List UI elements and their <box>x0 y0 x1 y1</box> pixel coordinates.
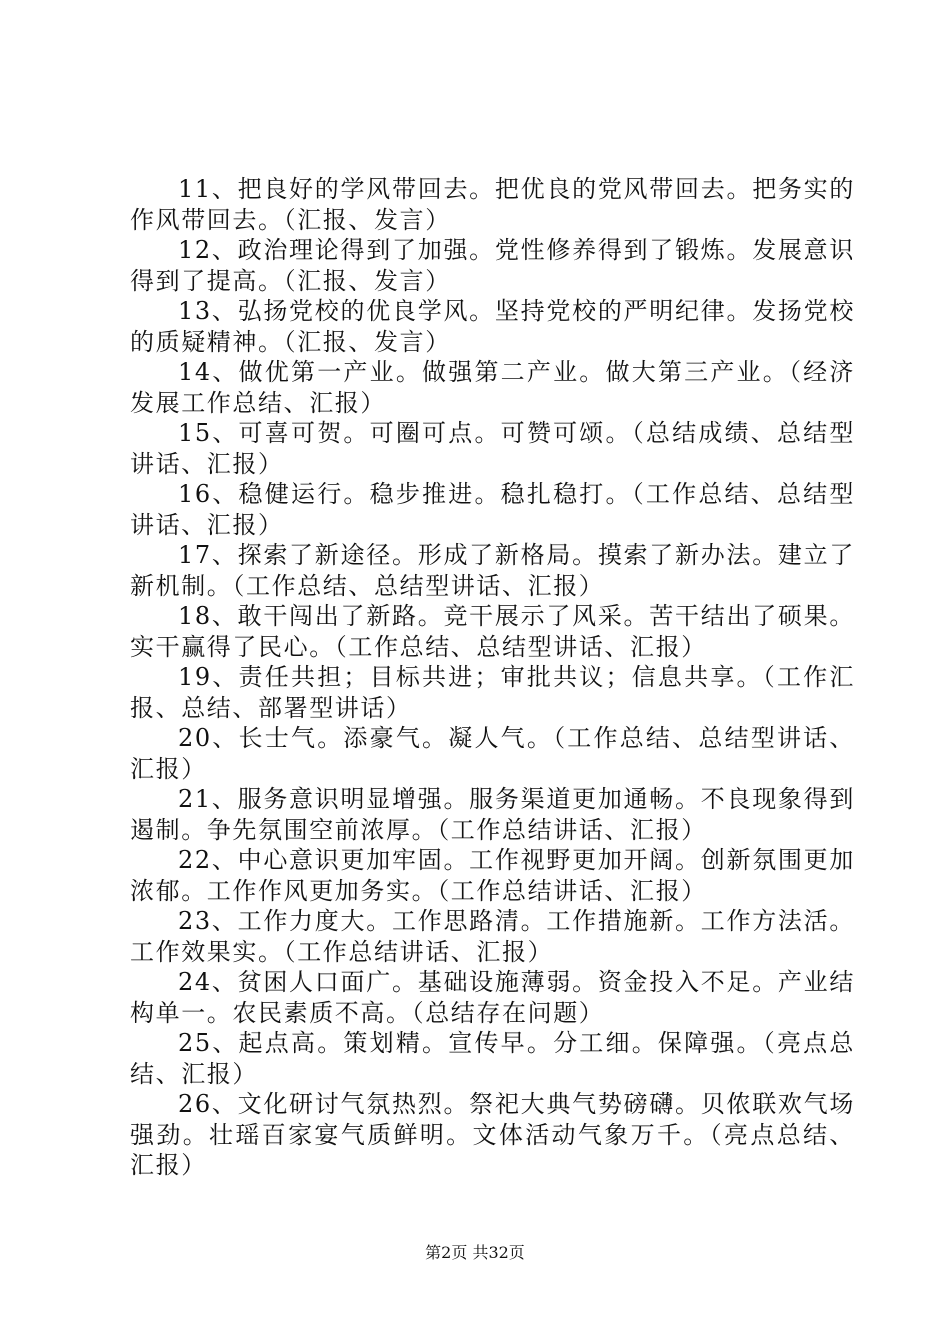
paragraph-15: 15、可喜可贺。可圈可点。可赞可颂。（总结成绩、总结型讲话、汇报） <box>130 419 855 478</box>
paragraph-13: 13、弘扬党校的优良学风。坚持党校的严明纪律。发扬党校的质疑精神。（汇报、发言） <box>130 297 855 356</box>
paragraph-21: 21、服务意识明显增强。服务渠道更加通畅。不良现象得到遏制。争先氛围空前浓厚。（工作总结讲话、汇报） <box>130 785 855 844</box>
paragraph-26: 26、文化研讨气氛热烈。祭祀大典气势磅礴。贝侬联欢气场强劲。壮瑶百家宴气质鲜明。文体活动气象万千。（亮点总结、汇报） <box>130 1090 855 1179</box>
paragraph-14: 14、做优第一产业。做强第二产业。做大第三产业。（经济发展工作总结、汇报） <box>130 358 855 417</box>
paragraph-16: 16、稳健运行。稳步推进。稳扎稳打。（工作总结、总结型讲话、汇报） <box>130 480 855 539</box>
document-body <box>130 174 855 1181</box>
paragraph-22: 22、中心意识更加牢固。工作视野更加开阔。创新氛围更加浓郁。工作作风更加务实。（工作总结讲话、汇报） <box>130 846 855 905</box>
paragraph-20: 20、长士气。添豪气。凝人气。（工作总结、总结型讲话、汇报） <box>130 724 855 783</box>
paragraph-25: 25、起点高。策划精。宣传早。分工细。保障强。（亮点总结、汇报） <box>130 1029 855 1088</box>
paragraph-24: 24、贫困人口面广。基础设施薄弱。资金投入不足。产业结构单一。农民素质不高。（总结存在问题） <box>130 968 855 1027</box>
paragraph-23: 23、工作力度大。工作思路清。工作措施新。工作方法活。工作效果实。（工作总结讲话、汇报） <box>130 907 855 966</box>
page-number-label: 第2页 共32页 <box>425 1243 525 1262</box>
paragraph-17: 17、探索了新途径。形成了新格局。摸索了新办法。建立了新机制。（工作总结、总结型讲话、汇报） <box>130 541 855 600</box>
page-footer <box>0 1243 950 1263</box>
paragraph-18: 18、敢干闯出了新路。竞干展示了风采。苦干结出了硕果。实干赢得了民心。（工作总结、总结型讲话、汇报） <box>130 602 855 661</box>
paragraph-19: 19、责任共担；目标共进；审批共议；信息共享。（工作汇报、总结、部署型讲话） <box>130 663 855 722</box>
paragraph-11: 11、把良好的学风带回去。把优良的党风带回去。把务实的作风带回去。（汇报、发言） <box>130 175 855 234</box>
paragraph-12: 12、政治理论得到了加强。党性修养得到了锻炼。发展意识得到了提高。（汇报、发言） <box>130 236 855 295</box>
